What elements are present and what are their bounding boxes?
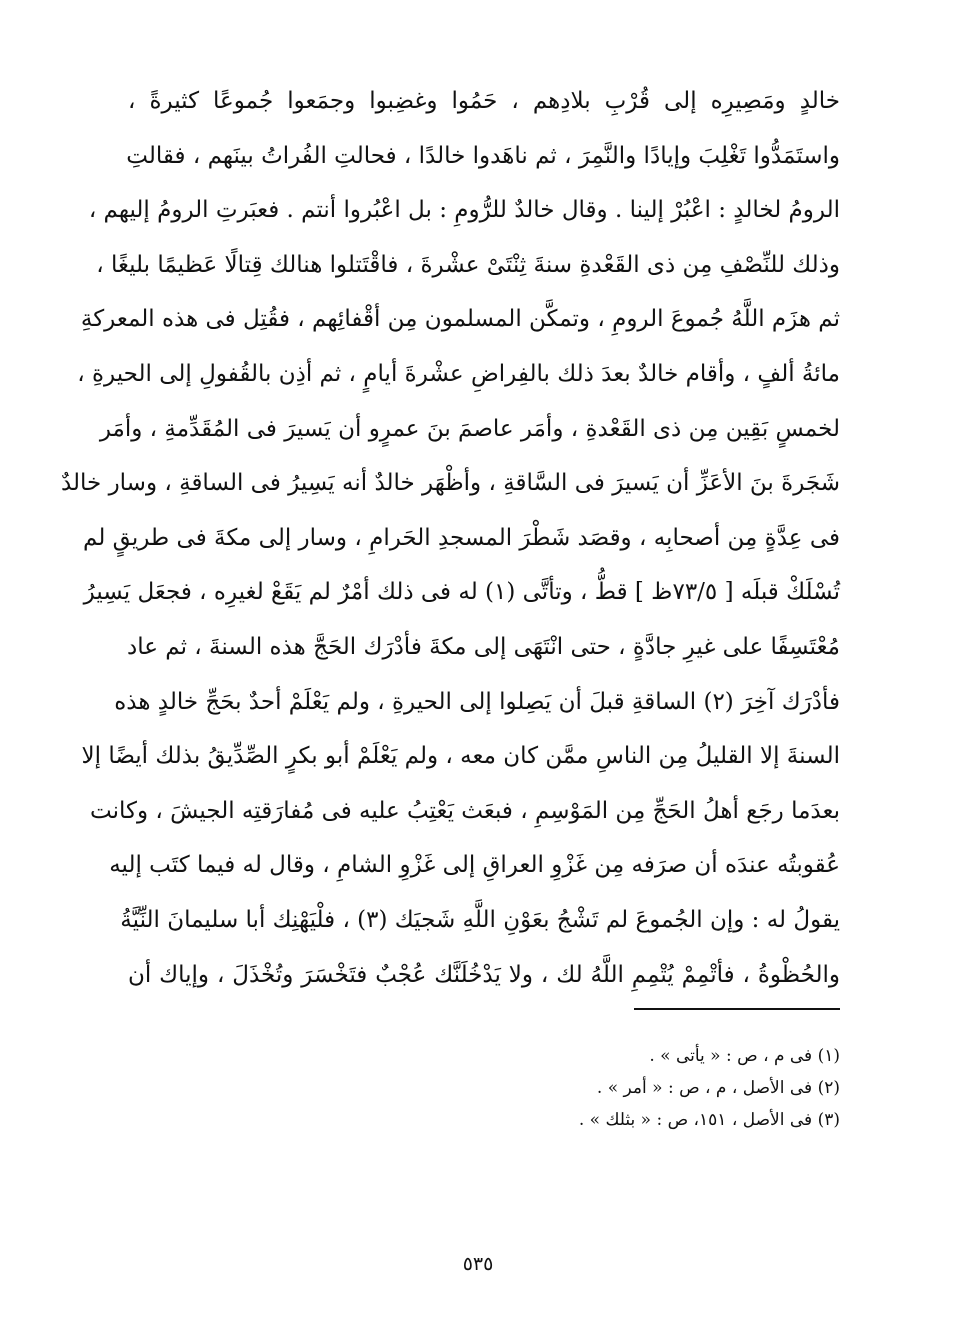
text-line: وذلك للنِّصْفِ مِن ذى القَعْدةِ سنةَ ثِنْتَىْ عشْرةَ ، فاقْتَتلوا هنالك قِتالًا عَظيمًا بليغًا ،: [96, 251, 840, 278]
text-line: مُعْتَسِفًا على غيرِ جادَّةٍ ، حتى انْتَهَى إلى مكةَ فأدْرَك الحَجَّ هذه السنةَ ، ثم عاد: [127, 633, 840, 660]
text-line: لخمسٍ بَقِين مِن ذى القَعْدةِ ، وأمَر عاصمَ بنَ عمرٍو أن يَسيرَ فى المُقَدِّمةِ ، وأمَر: [99, 415, 840, 442]
text-line: واستَمَدُّوا تَغْلِبَ وإيادًا والنَّمِرَ ، ثم ناهَدوا خالدًا ، فحالتِ الفُراتُ بينَهم ، فقالتِ: [126, 142, 840, 169]
page-number: ٥٣٥: [462, 1253, 494, 1275]
footnote-item: (٢) فى الأصل ، م ، ص : « أمر » .: [596, 1078, 840, 1098]
text-line: يقولُ له : وإن الجُموعَ لم تَشْجُ بعَوْنِ اللَّهِ شَجيَك (٣) ، فلْيَهْنِك أبا سليمانَ النِّيَّةُ: [120, 906, 840, 933]
footnotes: [420, 1040, 840, 1136]
text-line: والحُظْوةُ ، فأتْمِمْ يُتْمِمِ اللَّهُ لك ، ولا يَدْخُلَنَّك عُجْبٌ فتَخْسَرَ وتُخْذَلَ ، وإياك أن: [128, 961, 840, 988]
text-line: شَجَرةَ بنَ الأعَزِّ أن يَسيرَ فى السَّاقةِ ، وأظْهَر خالدٌ أنه يَسِيرُ فى الساقةِ ، وسار خالدٌ: [60, 470, 840, 497]
footnote-item: (٣) فى الأصل ، ١٥١، ص : « بثلك » .: [578, 1110, 840, 1130]
footnote-separator: [634, 1008, 840, 1010]
text-line: السنةَ إلا القليلُ مِن الناسِ ممَّن كان معه ، ولم يَعْلَمْ أبو بكرٍ الصِّدِّيقُ بذلك أيضًا إلا: [81, 743, 840, 770]
text-line: عُقوبتُه عندَه أن صرَفه مِن غَزْوِ العراقِ إلى غَزْوِ الشامِ ، وقال له فيما كتَب إليه: [109, 852, 840, 879]
text-line: مائةُ ألفٍ ، وأقام خالدٌ بعدَ ذلك بالفِراضِ عشْرةَ أيامٍ ، ثم أذِن بالقُفولِ إلى الحيرةِ ،: [77, 360, 840, 387]
text-line: الرومُ لخالدٍ : اعْبُرْ إلينا . وقال خالدٌ للرُّومِ : بل اعْبُروا أنتم . فعبَرتِ الرومُ إليهم ،: [88, 197, 840, 224]
text-line: خالدٍ ومَصِيرِه إلى قُرْبِ بلادِهم ، حَمُوا وغضِبوا وجمَعوا جُموعًا كثيرةً ،: [128, 88, 840, 114]
text-line: تُسْلَكْ قبلَه [ ٧٣/٥ظ ] قطُّ ، وتأتَّى (١) له فى ذلك أمْرٌ لم يَقَعْ لغيرِه ، فجعَل يَسِيرُ: [83, 579, 840, 606]
main-text-block: [60, 74, 840, 1002]
text-line: بعدَما رجَع أهلُ الحَجِّ مِن المَوْسِمِ ، فبعَث يَعْتِبُ عليه فى مُفارَقتِه الجيشَ ، وكانت: [90, 797, 840, 824]
footnote-item: (١) فى م ، ص : « يأتى » .: [649, 1046, 840, 1066]
text-line: ثم هزَم اللَّهُ جُموعَ الرومِ ، وتمكَّن المسلمون مِن أقْفائِهم ، فقُتِل فى هذه المعركةِ: [80, 306, 840, 333]
text-line: فى عِدَّةٍ مِن أصحابِه ، وقصَد شَطْرَ المسجدِ الحَرامِ ، وسار إلى مكةَ فى طريقٍ لم: [83, 524, 840, 551]
text-line: فأدْرَك آخِرَ (٢) الساقةِ قبلَ أن يَصِلوا إلى الحيرةِ ، ولم يَعْلَمْ أحدٌ بحَجِّ خالدٍ هذه: [114, 688, 840, 715]
